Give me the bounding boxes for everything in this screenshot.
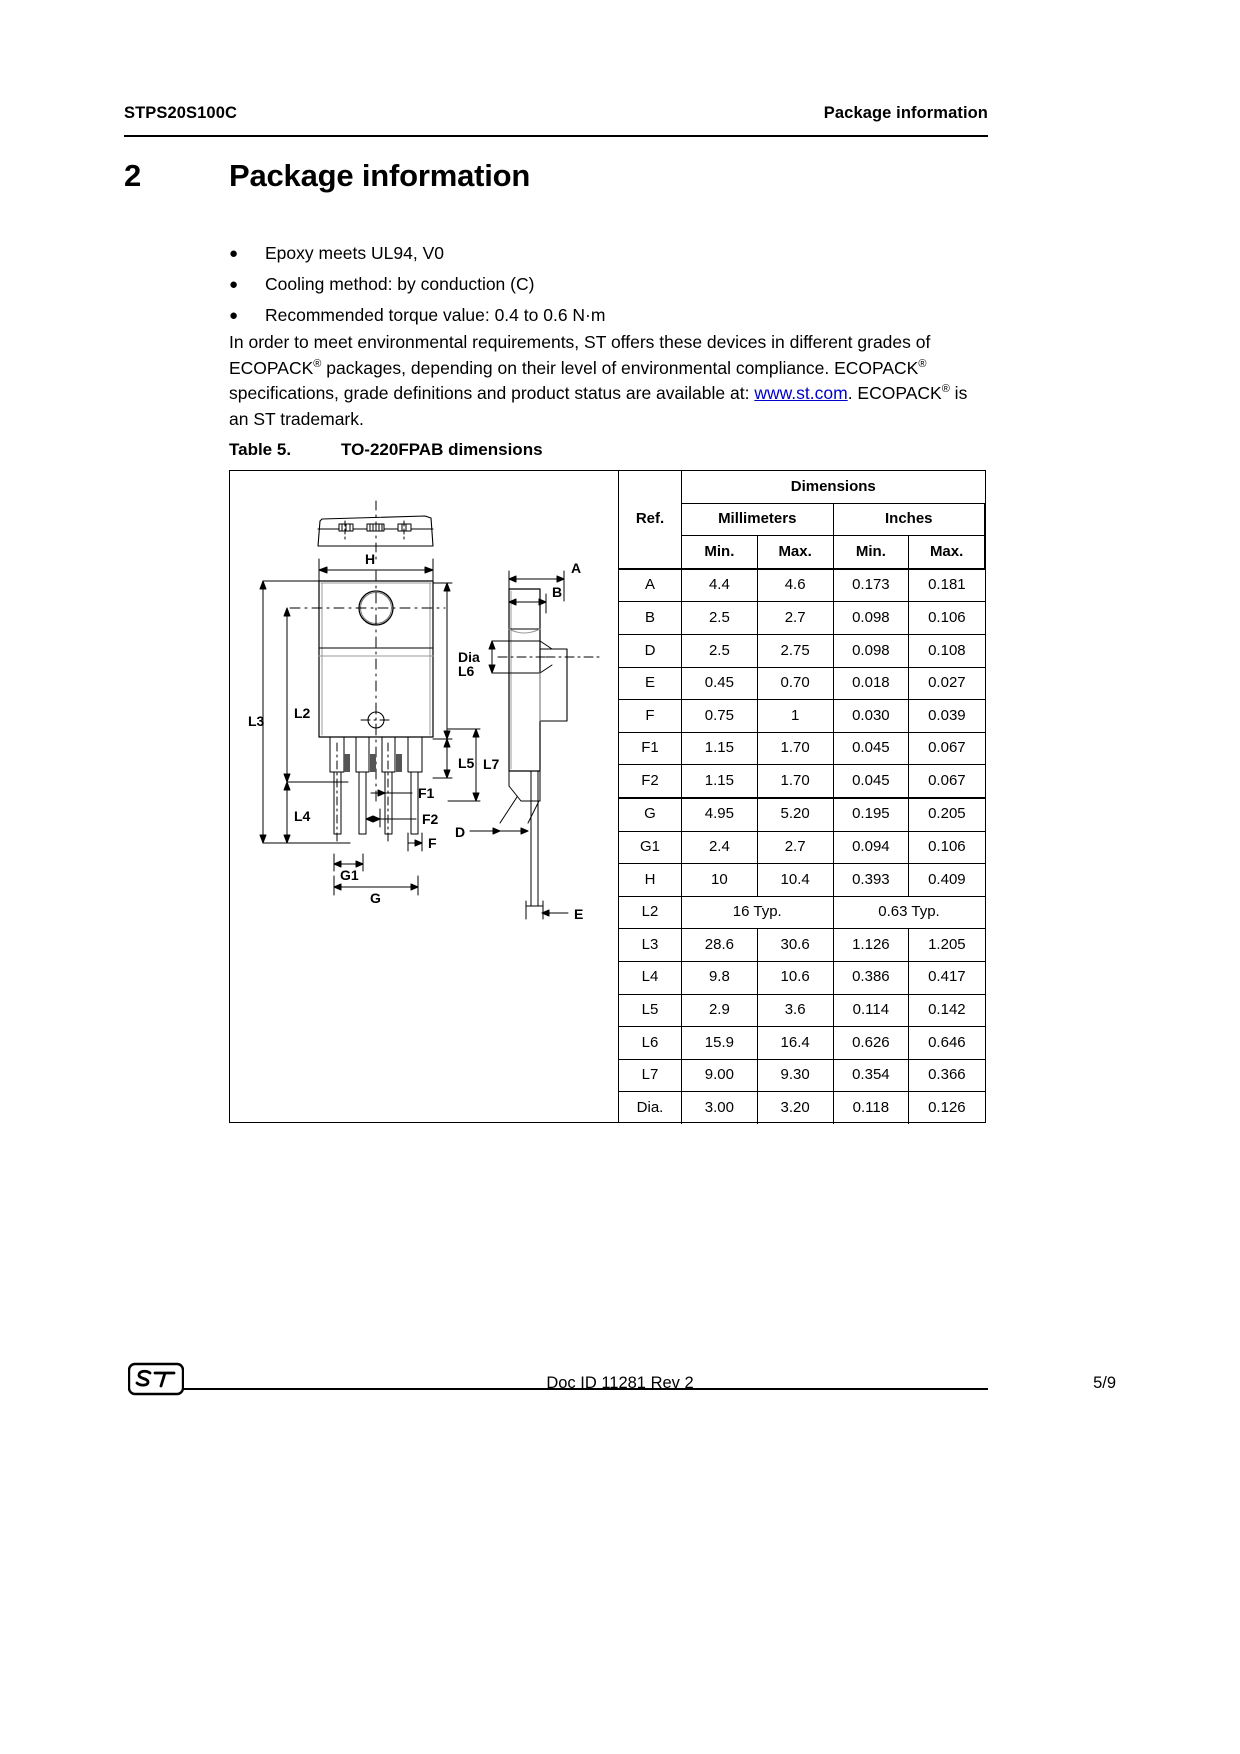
figure-label-L3: L3: [248, 713, 265, 729]
cell-mm-max: 3.20: [757, 1092, 833, 1124]
cell-in-min: 0.045: [833, 732, 909, 765]
column-header-dimensions: Dimensions: [682, 471, 985, 503]
table-head: [619, 471, 985, 569]
cell-in-max: 0.067: [909, 765, 985, 798]
cell-in-max: 0.366: [909, 1059, 985, 1092]
cell-mm-max: 2.7: [757, 831, 833, 864]
cell-in-max: 0.108: [909, 634, 985, 667]
cell-ref: L4: [619, 961, 682, 994]
cell-ref: B: [619, 602, 682, 635]
paragraph-part-1: In order to meet environmental requirements, ST offers these devices in different grades of ECOPACK: [229, 332, 931, 378]
registered-mark-2: ®: [918, 357, 927, 370]
cell-mm-max: 1.70: [757, 765, 833, 798]
cell-in-min: 0.195: [833, 798, 909, 831]
cell-ref: A: [619, 569, 682, 602]
table-row: [619, 929, 985, 962]
table-row: [619, 994, 985, 1027]
list-item: [229, 300, 989, 331]
cell-mm-min: 28.6: [682, 929, 758, 962]
cell-in-min: 1.126: [833, 929, 909, 962]
cell-mm-min: 15.9: [682, 1027, 758, 1060]
figure-label-G1: G1: [340, 867, 359, 883]
dimensions-table: [619, 471, 985, 1124]
figure-label-L6: L6: [458, 663, 475, 679]
package-outline-drawing: [230, 471, 619, 1122]
cell-mm-max: 10.6: [757, 961, 833, 994]
table-row: [619, 864, 985, 897]
cell-mm-typ: 16 Typ.: [682, 896, 834, 929]
cell-ref: D: [619, 634, 682, 667]
cell-mm-min: 0.45: [682, 667, 758, 700]
figure-label-F2: F2: [422, 811, 439, 827]
cell-in-min: 0.386: [833, 961, 909, 994]
table-header-row-1: [619, 471, 985, 503]
column-header-mm-min: Min.: [682, 536, 758, 569]
table-row: [619, 961, 985, 994]
cell-in-min: 0.098: [833, 602, 909, 635]
cell-in-typ: 0.63 Typ.: [833, 896, 985, 929]
bullet-text: Recommended torque value: 0.4 to 0.6 N·m: [265, 305, 606, 325]
cell-in-max: 0.646: [909, 1027, 985, 1060]
footer-doc-id: Doc ID 11281 Rev 2: [546, 1374, 694, 1392]
cell-in-min: 0.626: [833, 1027, 909, 1060]
registered-mark-1: ®: [313, 357, 322, 370]
cell-mm-max: 30.6: [757, 929, 833, 962]
cell-mm-min: 2.4: [682, 831, 758, 864]
figure-label-L7: L7: [483, 756, 500, 772]
figure-label-G: G: [370, 890, 381, 906]
cell-in-min: 0.018: [833, 667, 909, 700]
cell-ref: F: [619, 700, 682, 733]
cell-mm-max: 1.70: [757, 732, 833, 765]
figure-label-L2: L2: [294, 705, 311, 721]
cell-mm-max: 9.30: [757, 1059, 833, 1092]
table-body: [619, 569, 985, 1124]
column-header-mm-max: Max.: [757, 536, 833, 569]
feature-bullet-list: [229, 238, 989, 331]
section-title: Package information: [229, 158, 531, 193]
figure-label-E: E: [574, 906, 584, 922]
cell-mm-max: 16.4: [757, 1027, 833, 1060]
cell-ref: Dia.: [619, 1092, 682, 1124]
table-row: [619, 1092, 985, 1124]
table-row: [619, 1027, 985, 1060]
cell-ref: L2: [619, 896, 682, 929]
cell-mm-min: 9.8: [682, 961, 758, 994]
table-row: [619, 602, 985, 635]
bullet-text: Epoxy meets UL94, V0: [265, 243, 444, 263]
cell-in-min: 0.354: [833, 1059, 909, 1092]
cell-mm-max: 2.75: [757, 634, 833, 667]
table-row: [619, 569, 985, 602]
cell-in-max: 0.417: [909, 961, 985, 994]
cell-mm-min: 0.75: [682, 700, 758, 733]
page-header: [124, 104, 988, 123]
bullet-icon: ●: [229, 245, 239, 262]
cell-in-max: 0.205: [909, 798, 985, 831]
cell-mm-max: 1: [757, 700, 833, 733]
cell-mm-max: 4.6: [757, 569, 833, 602]
cell-ref: E: [619, 667, 682, 700]
list-item: [229, 269, 989, 300]
cell-in-min: 0.114: [833, 994, 909, 1027]
header-part-number: STPS20S100C: [124, 104, 237, 122]
cell-mm-min: 4.95: [682, 798, 758, 831]
paragraph-part-4: . ECOPACK: [847, 383, 942, 403]
cell-in-max: 0.181: [909, 569, 985, 602]
cell-ref: F2: [619, 765, 682, 798]
figure-label-B: B: [552, 584, 563, 600]
cell-in-max: 0.027: [909, 667, 985, 700]
st-website-link[interactable]: www.st.com: [754, 383, 848, 403]
table-row: [619, 1059, 985, 1092]
package-dimensions-block: [229, 470, 986, 1123]
cell-mm-max: 0.70: [757, 667, 833, 700]
cell-mm-min: 10: [682, 864, 758, 897]
cell-in-max: 0.106: [909, 602, 985, 635]
cell-mm-max: 10.4: [757, 864, 833, 897]
page-title: [124, 158, 988, 194]
cell-in-min: 0.094: [833, 831, 909, 864]
cell-mm-max: 3.6: [757, 994, 833, 1027]
cell-in-min: 0.098: [833, 634, 909, 667]
registered-mark-3: ®: [941, 383, 950, 396]
table-caption-title: TO-220FPAB dimensions: [341, 440, 543, 459]
cell-mm-min: 1.15: [682, 765, 758, 798]
column-header-millimeters: Millimeters: [682, 503, 834, 536]
cell-in-max: 0.409: [909, 864, 985, 897]
table-row: [619, 732, 985, 765]
cell-mm-min: 3.00: [682, 1092, 758, 1124]
cell-in-max: 1.205: [909, 929, 985, 962]
cell-mm-max: 2.7: [757, 602, 833, 635]
table-row: [619, 667, 985, 700]
cell-in-min: 0.030: [833, 700, 909, 733]
figure-label-A: A: [571, 560, 582, 576]
cell-ref: G1: [619, 831, 682, 864]
column-header-inches: Inches: [833, 503, 985, 536]
cell-mm-min: 2.5: [682, 602, 758, 635]
figure-label-F: F: [428, 835, 437, 851]
section-number: 2: [124, 158, 142, 193]
cell-ref: L3: [619, 929, 682, 962]
cell-in-min: 0.393: [833, 864, 909, 897]
cell-mm-min: 1.15: [682, 732, 758, 765]
header-divider: [124, 135, 988, 137]
cell-in-min: 0.173: [833, 569, 909, 602]
table-row: [619, 798, 985, 831]
bullet-icon: ●: [229, 276, 239, 293]
cell-in-min: 0.118: [833, 1092, 909, 1124]
cell-in-max: 0.126: [909, 1092, 985, 1124]
paragraph-part-2: packages, depending on their level of environmental compliance. ECOPACK: [321, 357, 919, 378]
cell-mm-min: 2.9: [682, 994, 758, 1027]
table-row: [619, 831, 985, 864]
figure-label-L5: L5: [458, 755, 475, 771]
ecopack-paragraph: [229, 330, 989, 432]
to220fpab-drawing-svg: [230, 471, 619, 1122]
bullet-icon: ●: [229, 307, 239, 324]
cell-in-max: 0.142: [909, 994, 985, 1027]
table-row: [619, 765, 985, 798]
cell-mm-min: 9.00: [682, 1059, 758, 1092]
table-row: [619, 634, 985, 667]
cell-ref: H: [619, 864, 682, 897]
cell-mm-min: 4.4: [682, 569, 758, 602]
cell-in-min: 0.045: [833, 765, 909, 798]
cell-ref: L6: [619, 1027, 682, 1060]
figure-label-F1: F1: [418, 785, 435, 801]
dimensions-table-container: [619, 471, 985, 1122]
header-section-label: Package information: [823, 104, 988, 122]
table-row: [619, 700, 985, 733]
cell-mm-max: 5.20: [757, 798, 833, 831]
list-item: [229, 238, 989, 269]
bullet-text: Cooling method: by conduction (C): [265, 274, 535, 294]
table-caption: [229, 440, 543, 460]
figure-label-D: D: [455, 824, 466, 840]
cell-ref: L7: [619, 1059, 682, 1092]
cell-ref: L5: [619, 994, 682, 1027]
table-row: [619, 896, 985, 929]
figure-label-Dia: Dia: [458, 649, 480, 665]
cell-ref: G: [619, 798, 682, 831]
cell-in-max: 0.067: [909, 732, 985, 765]
cell-in-max: 0.039: [909, 700, 985, 733]
figure-label-L4: L4: [294, 808, 311, 824]
cell-ref: F1: [619, 732, 682, 765]
cell-mm-min: 2.5: [682, 634, 758, 667]
paragraph-part-5: is an ST trademark.: [229, 383, 968, 429]
figure-label-H: H: [364, 551, 376, 567]
footer-page-number: 5/9: [1093, 1374, 1116, 1392]
column-header-in-max: Max.: [909, 536, 985, 569]
cell-in-max: 0.106: [909, 831, 985, 864]
table-caption-label: Table 5.: [229, 440, 292, 459]
column-header-in-min: Min.: [833, 536, 909, 569]
column-header-ref: Ref.: [619, 471, 682, 569]
paragraph-part-3: specifications, grade definitions and product status are available at:: [229, 383, 755, 403]
